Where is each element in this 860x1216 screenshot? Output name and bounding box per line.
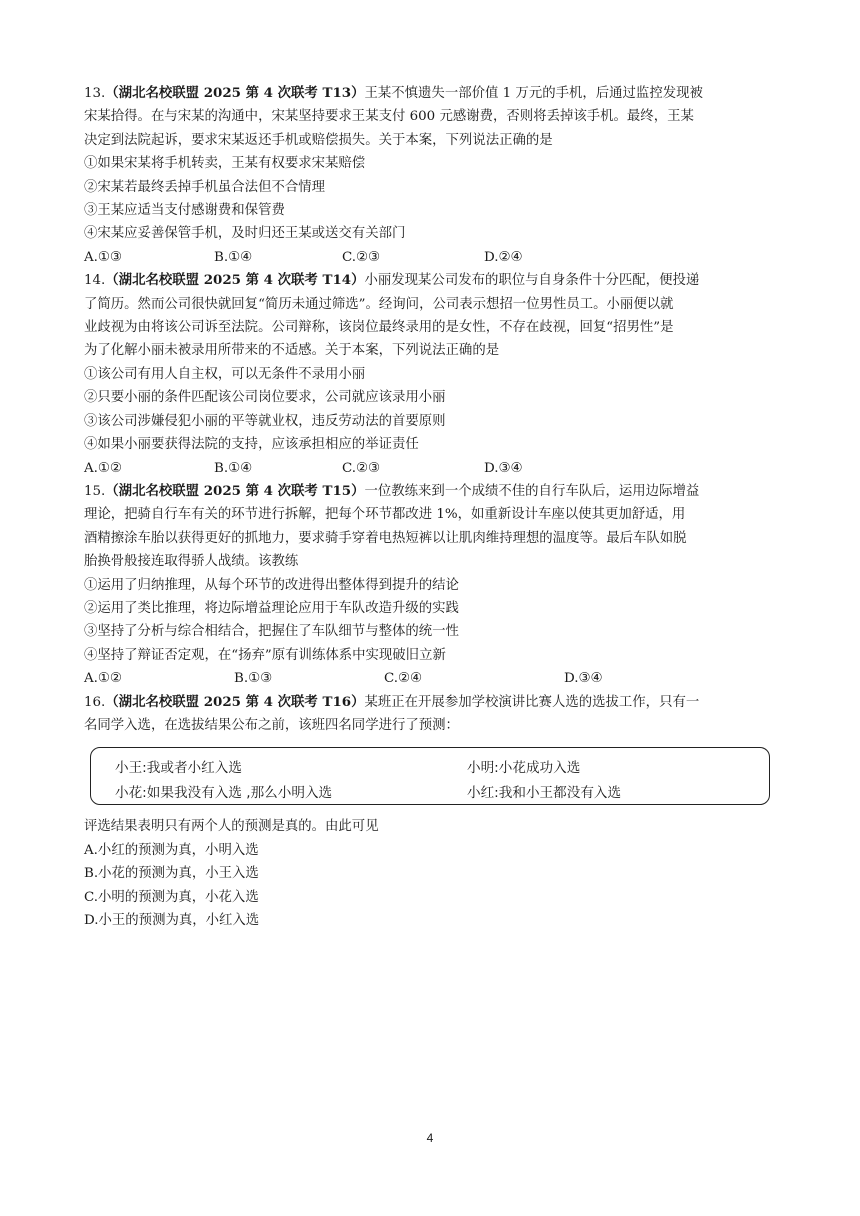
q15-option-c[interactable]: C.②④ [384,671,423,687]
q13-options [84,246,784,269]
q13-item-2: ②宋某若最终丢掉手机虽合法但不合情理 [84,179,326,195]
q13-option-b[interactable]: B.①④ [214,249,253,265]
q14-item-1: ①该公司有用人自主权，可以无条件不录用小丽 [84,366,366,382]
q15-stem-line-2: 理论，把骑自行车有关的环节进行拆解，把每个环节都改进 1%，如重新设计车座以使其更加舒适，用 [84,507,686,523]
q15-option-a[interactable]: A.①② [84,671,122,687]
q15-stem-line-1: 一位教练来到一个成绩不佳的自行车队后，运用边际增益 [364,483,700,499]
question-15 [84,480,784,691]
question-16 [84,691,784,933]
q14-item-2: ②只要小丽的条件匹配该公司岗位要求，公司就应该录用小丽 [84,390,446,406]
prediction-xiaohong: 小红:我和小王都没有入选 [467,785,622,802]
q15-source: （湖北名校联盟 2025 第 4 次联考 T15） [105,482,365,499]
q15-stem-line-4: 胎换骨般接连取得骄人战绩。该教练 [84,554,299,570]
q13-item-4: ④宋某应妥善保管手机，及时归还王某或送交有关部门 [84,226,406,242]
q14-options [84,457,784,480]
q15-option-b[interactable]: B.①③ [234,671,273,687]
prediction-xiaowang: 小王:我或者小红入选 [115,760,242,777]
q13-option-c[interactable]: C.②③ [342,249,381,265]
q15-item-2: ②运用了类比推理，将边际增益理论应用于车队改造升级的实践 [84,600,459,616]
q14-number: 14. [84,273,106,289]
question-13 [84,82,784,269]
q13-option-a[interactable]: A.①③ [84,249,122,265]
q13-source: （湖北名校联盟 2025 第 4 次联考 T13） [105,85,365,101]
page-content [84,82,784,932]
q14-stem-line-1: 小丽发现某公司发布的职位与自身条件十分匹配，便投递 [364,273,700,289]
q15-item-3: ③坚持了分析与综合相结合，把握住了车队细节与整体的统一性 [84,624,459,640]
prediction-xiaohua: 小花:如果我没有入选 ,那么小明入选 [115,785,333,802]
q16-option-b[interactable]: B.小花的预测为真，小王入选 [84,866,259,882]
q14-item-4: ④如果小丽要获得法院的支持，应该承担相应的举证责任 [84,437,419,453]
q15-options [84,667,784,690]
q16-option-d[interactable]: D.小王的预测为真，小红入选 [84,913,260,928]
q16-number: 16. [84,694,106,710]
q14-stem-line-3: 业歧视为由将该公司诉至法院。公司辩称，该岗位最终录用的是女性，不存在歧视，回复“招男性”是 [84,320,674,336]
q16-conclusion: 评选结果表明只有两个人的预测是真的。由此可见 [84,819,379,835]
q14-option-a[interactable]: A.①② [84,460,122,476]
q13-stem-line-1: 王某不慎遗失一部价值 1 万元的手机，后通过监控发现被 [364,86,703,101]
q15-option-d[interactable]: D.③④ [564,671,603,687]
page-number: 4 [426,1131,434,1145]
q14-source: （湖北名校联盟 2025 第 4 次联考 T14） [105,272,365,289]
q13-item-1: ①如果宋某将手机转卖，王某有权要求宋某赔偿 [84,156,366,172]
q15-item-1: ①运用了归纳推理，从每个环节的改进得出整体得到提升的结论 [84,577,459,593]
question-14 [84,269,784,480]
q14-option-d[interactable]: D.③④ [484,460,523,476]
q13-option-d[interactable]: D.②④ [484,249,523,265]
q16-source: （湖北名校联盟 2025 第 4 次联考 T16） [105,693,365,710]
q13-stem-line-3: 决定到法院起诉，要求宋某返还手机或赔偿损失。关于本案，下列说法正确的是 [84,132,553,148]
q14-option-c[interactable]: C.②③ [342,460,381,476]
q16-option-a[interactable]: A.小红的预测为真，小明入选 [84,842,259,858]
prediction-xiaoming: 小明:小花成功入选 [467,760,581,777]
prediction-box [90,747,770,805]
q14-stem-line-4: 为了化解小丽未被录用所带来的不适感。关于本案，下列说法正确的是 [84,343,500,359]
q14-item-3: ③该公司涉嫌侵犯小丽的平等就业权，违反劳动法的首要原则 [84,413,446,429]
q16-option-c[interactable]: C.小明的预测为真，小花入选 [84,889,259,905]
q13-number: 13. [84,86,106,101]
q15-number: 15. [84,483,106,499]
q13-item-3: ③王某应适当支付感谢费和保管费 [84,203,285,219]
q16-stem-line-2: 名同学入选，在选拔结果公布之前，该班四名同学进行了预测： [84,717,459,733]
q15-item-4: ④坚持了辩证否定观，在“扬弃”原有训练体系中实现破旧立新 [84,647,446,663]
q15-stem-line-3: 酒精擦涂车胎以获得更好的抓地力，要求骑手穿着电热短裤以让肌肉维持理想的温度等。最后车队如脱 [84,530,687,546]
q16-stem-line-1: 某班正在开展参加学校演讲比赛人选的选拔工作，只有一 [364,694,700,710]
q14-stem-line-2: 了简历。然而公司很快就回复“简历未通过筛选”。经询问，公司表示想招一位男性员工。小丽便以就 [84,296,674,312]
q13-stem-line-2: 宋某拾得。在与宋某的沟通中，宋某坚持要求王某支付 600 元感谢费，否则将丢掉该手机。最终，王某 [84,109,694,125]
q14-option-b[interactable]: B.①④ [214,460,253,476]
